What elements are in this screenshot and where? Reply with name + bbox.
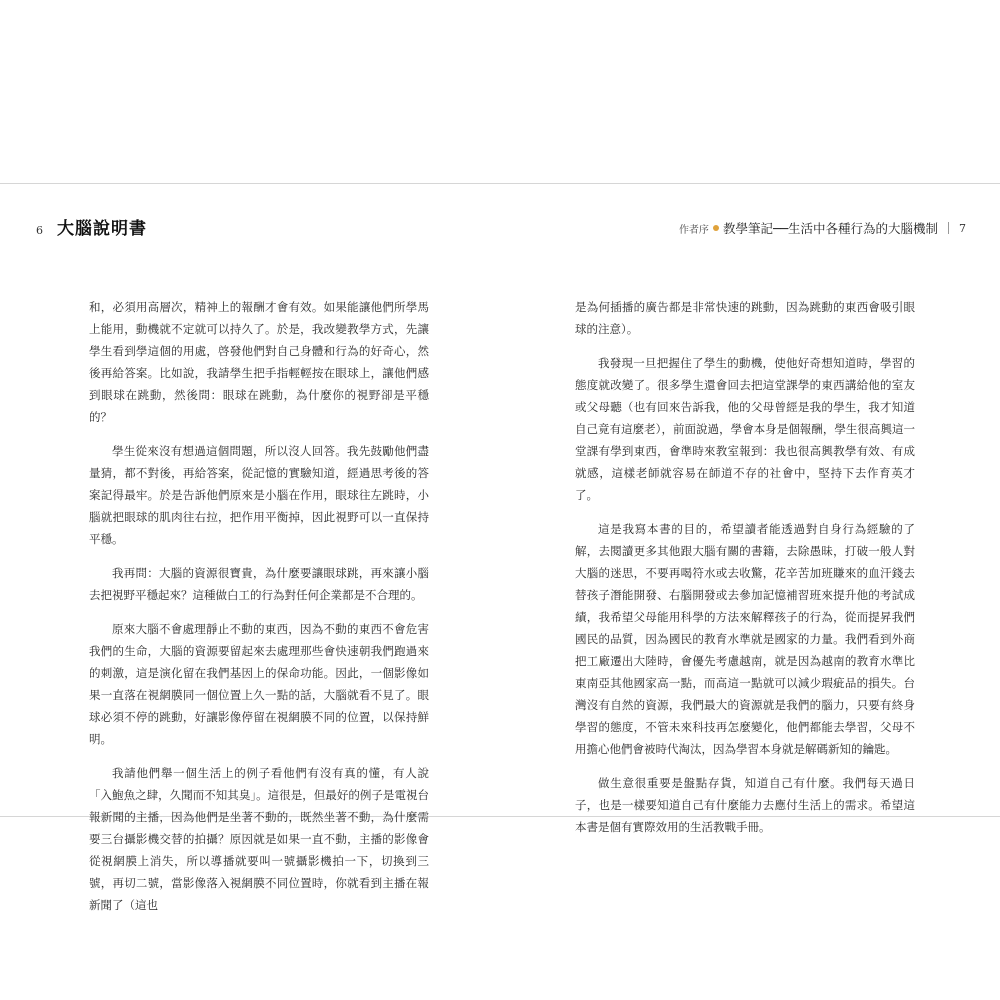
paragraph: 這是我寫本書的目的，希望讀者能透過對自身行為經驗的了解，去閱讀更多其他跟大腦有關的書籍，去除愚昧，打破一般人對大腦的迷思，不要再喝符水或去收驚，花辛苦加班賺來的血汗錢去替孩子潛能開發、右腦開發或去參加記憶補習班來提升他的考試成績，我希望父母能用科學的方法來解釋孩子的行為，從而提昇我們國民的品質，因為國民的教育水準就是國家的力量。我們看到外商把工廠遷出大陸時，會優先考慮越南，就是因為越南的教育水準比東南亞其他國家高一點，而高這一點就可以減少瑕疵品的損失。台灣沒有自然的資源，我們最大的資源就是我們的腦力，只要有終身學習的態度，不管未來科技再怎麼變化，他們都能去學習，父母不用擔心他們會被時代淘汰，因為學習本身就是解碼新知的鑰匙。 [575, 522, 915, 756]
header-separator [948, 222, 949, 234]
top-divider [0, 183, 1000, 184]
book-title: 大腦說明書 [57, 219, 147, 239]
section-title: 教學筆記──生活中各種行為的大腦機制 [722, 221, 938, 236]
paragraph: 是為何插播的廣告都是非常快速的跳動，因為跳動的東西會吸引眼球的注意）。 [575, 300, 915, 336]
left-page-number: 6 [36, 224, 43, 237]
paragraph: 學生從來沒有想過這個問題，所以沒人回答。我先鼓勵他們盡量猜，都不對後，再給答案，從記憶的實驗知道，經過思考後的答案記得最牢。於是告訴他們原來是小腦在作用，眼球往左跳時，小腦就把眼球的肌肉往右拉，把作用平衡掉，因此視野可以一直保持平穩。 [89, 444, 429, 546]
accent-dot-icon [713, 225, 719, 231]
paragraph: 我請他們舉一個生活上的例子看他們有沒有真的懂，有人說「入鮑魚之肆，久聞而不知其臭」。這很是，但最好的例子是電視台報新聞的主播，因為他們是坐著不動的，既然坐著不動，為什麼需要三台攝影機交替的拍攝？原因就是如果一直不動，主播的影像會從視網膜上消失，所以導播就要叫一號攝影機拍一下，切換到三號，再切二號，當影像落入視網膜不同位置時，你就看到主播在報新聞了（這也 [89, 766, 429, 912]
right-page-header [679, 219, 966, 237]
right-page-body [575, 296, 915, 850]
section-prefix: 作者序 [678, 224, 709, 236]
left-page-header [36, 214, 147, 239]
paragraph: 我再問：大腦的資源很寶貴，為什麼要讓眼球跳，再來讓小腦去把視野平穩起來？這種做白工的行為對任何企業都是不合理的。 [89, 566, 429, 602]
left-page-body [89, 296, 429, 928]
paragraph: 做生意很重要是盤點存貨，知道自己有什麼。我們每天過日子，也是一樣要知道自己有什麼能力去應付生活上的需求。希望這本書是個有實際效用的生活教戰手冊。 [575, 776, 915, 834]
paragraph: 和，必須用高層次，精神上的報酬才會有效。如果能讓他們所學馬上能用，動機就不定就可以持久了。於是，我改變教學方式，先讓學生看到學這個的用處，啓發他們對自己身體和行為的好奇心，然後再給答案。比如說，我請學生把手指輕輕按在眼球上，讓他們感到眼球在跳動，然後問：眼球在跳動，為什麼你的視野卻是平穩的？ [89, 300, 429, 424]
right-page-number: 7 [959, 221, 966, 235]
paragraph: 我發現一旦把握住了學生的動機，使他好奇想知道時，學習的態度就改變了。很多學生還會回去把這堂課學的東西講給他的室友或父母聽（也有回來告訴我，他的父母曾經是我的學生，我才知道自己竟有這麼老），前面說過，學會本身是個報酬，學生很高興這一堂課有學到東西，會準時來教室報到：我也很高興教學有效、有成就感，這樣老師就容易在師道不存的社會中，堅持下去作育英才了。 [575, 356, 915, 502]
paragraph: 原來大腦不會處理靜止不動的東西，因為不動的東西不會危害我們的生命，大腦的資源要留起來去處理那些會快速朝我們跑過來的刺激，這是演化留在我們基因上的保命功能。因此，一個影像如果一直落在視網膜同一個位置上久一點的話，大腦就看不見了。眼球必須不停的跳動，好讓影像停留在視網膜不同的位置，以保持鮮明。 [89, 622, 429, 746]
